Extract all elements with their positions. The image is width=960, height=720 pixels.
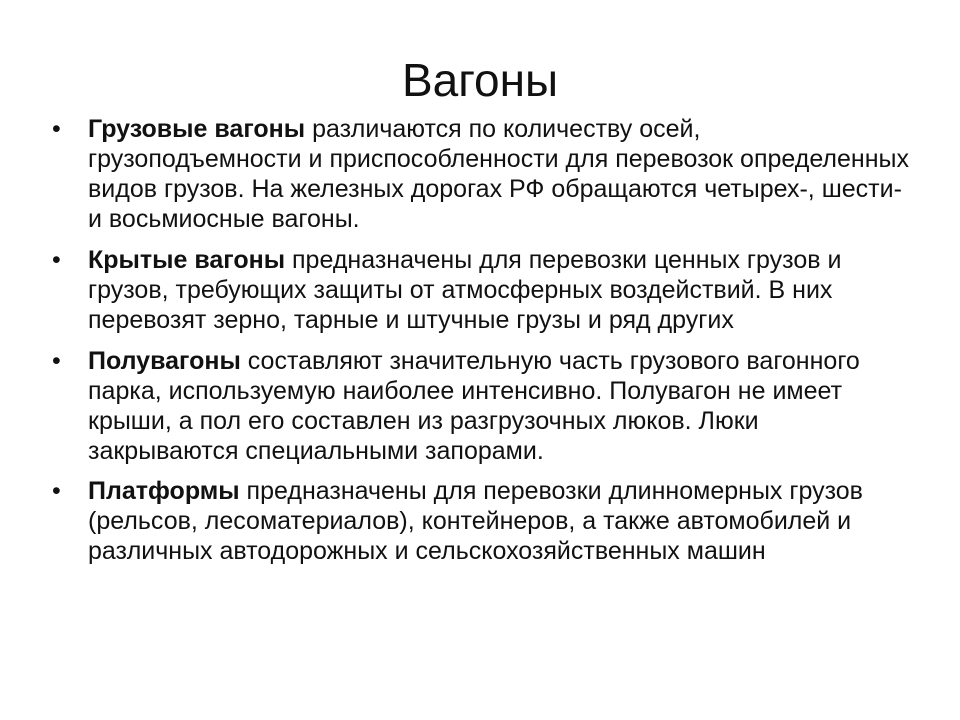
bullet-lead: Крытые вагоны [88, 246, 286, 274]
bullet-list [52, 114, 912, 577]
bullet-text: различаются по количеству осей, грузоподъемности и приспособленности для перевозок определенных видов грузов. На железных дорогах РФ обращаются четырех-, шести- и восьмиосные вагоны. [88, 115, 909, 233]
bullet-dot-icon: • [52, 347, 61, 375]
bullet-item-freight-cars [52, 114, 912, 234]
bullet-dot-icon: • [52, 246, 61, 274]
bullet-lead: Полувагоны [88, 347, 241, 375]
bullet-text: предназначены для перевозки ценных грузов и грузов, требующих защиты от атмосферных воздействий. В них перевозят зерно, тарные и штучные грузы и ряд других [88, 246, 842, 334]
bullet-lead: Платформы [88, 477, 240, 505]
bullet-text: составляют значительную часть грузового вагонного парка, используемую наиболее интенсивно. Полувагон не имеет крыши, а пол его составлен из разгрузочных люков. Люки закрываются специальными запорами. [88, 347, 860, 465]
bullet-dot-icon: • [52, 115, 61, 143]
bullet-item-covered-cars [52, 245, 912, 335]
bullet-dot-icon: • [52, 477, 61, 505]
slide-title: Вагоны [401, 54, 559, 106]
bullet-item-flatcars [52, 476, 912, 566]
bullet-item-gondola-cars [52, 346, 912, 466]
bullet-lead: Грузовые вагоны [88, 115, 306, 143]
bullet-text: предназначены для перевозки длинномерных грузов (рельсов, лесоматериалов), контейнеров, а также автомобилей и различных автодорожных и сельскохозяйственных машин [88, 477, 863, 565]
